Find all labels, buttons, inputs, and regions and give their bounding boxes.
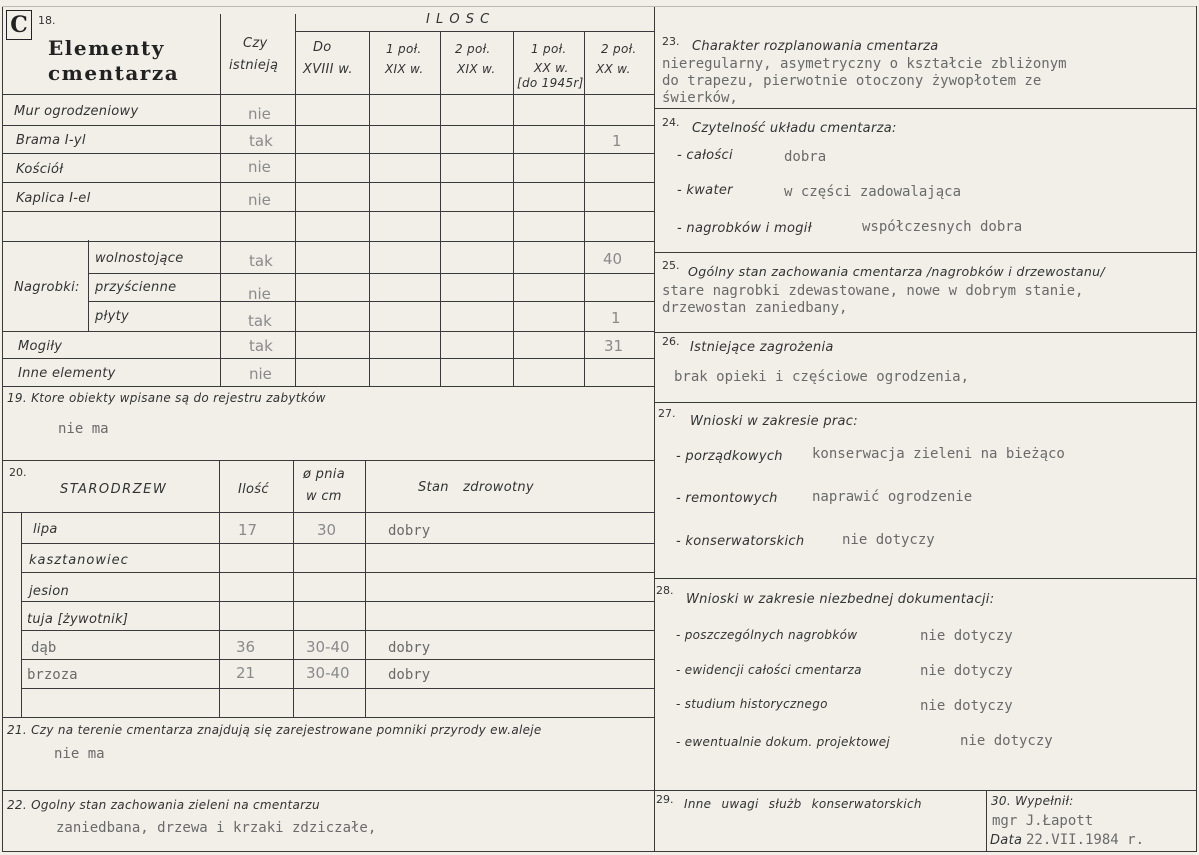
tree-state: dobry — [388, 640, 431, 656]
s24-a-value: dobra — [784, 149, 827, 165]
section-title-line1: Elementy — [48, 36, 165, 60]
tree-name: brzoza — [27, 667, 78, 683]
row-label-brama: Brama I-yl — [16, 133, 86, 148]
section-letter-box: C — [6, 10, 32, 40]
row-line — [21, 601, 654, 602]
col-xviii-line1: Do — [313, 40, 332, 55]
s24-label: Czytelność układu cmentarza: — [692, 121, 897, 136]
tree-state: dobry — [388, 667, 431, 683]
s23-line2: do trapezu, pierwotnie otoczony żywopłotem ze — [662, 73, 1042, 89]
col-1xix-line1: 1 poł. — [386, 42, 422, 56]
s28-d-label: - ewentualnie dokum. projektowej — [676, 735, 891, 749]
s27-number: 27. — [658, 407, 676, 420]
row-line — [2, 717, 654, 718]
s28-c-label: - studium historycznego — [676, 697, 828, 711]
s27-b-value: naprawić ogrodzenie — [812, 489, 973, 505]
count-plyty: 1 — [611, 309, 621, 327]
row-line — [2, 94, 654, 95]
s27-c-value: nie dotyczy — [842, 532, 935, 548]
row-line — [21, 659, 654, 660]
tree-name: kasztanowiec — [29, 553, 129, 568]
col-2xx-line2: XX w. — [596, 62, 631, 76]
s22-label: 22. Ogolny stan zachowania zieleni na cmentarzu — [7, 798, 320, 812]
exists-przyscienne: nie — [248, 285, 271, 303]
exists-inne: nie — [249, 365, 272, 383]
row-line — [2, 125, 654, 126]
s30-date: 22.VII.1984 r. — [1026, 832, 1145, 848]
tree-name: dąb — [31, 640, 57, 656]
col-exists-line1: Czy — [243, 36, 268, 51]
row-line — [2, 460, 654, 461]
row-label-plyty: płyty — [95, 309, 129, 324]
row-label-inne: Inne elementy — [18, 366, 116, 381]
s24-a-label: - całości — [677, 148, 733, 163]
col-line — [21, 512, 22, 717]
exists-kaplica: nie — [248, 191, 271, 209]
s29-number: 29. — [656, 793, 674, 806]
s28-a-value: nie dotyczy — [920, 628, 1013, 644]
s25-number: 25. — [662, 259, 680, 272]
col-1xx-line1: 1 poł. — [531, 42, 567, 56]
s25-line2: drzewostan zaniedbany, — [662, 300, 848, 316]
col-2xx-line1: 2 poł. — [601, 42, 637, 56]
row-line — [21, 572, 654, 573]
s20-header-diam-2: w cm — [306, 489, 342, 504]
s21-label: 21. Czy na terenie cmentarza znajdują się zarejestrowane pomniki przyrody ew.aleje — [7, 723, 542, 737]
col-line — [293, 460, 294, 717]
s26-value: brak opieki i częściowe ogrodzenia, — [674, 369, 970, 385]
border-left — [2, 6, 3, 852]
s24-c-value: współczesnych dobra — [862, 219, 1023, 235]
exists-kosciol: nie — [248, 158, 271, 176]
col-1xx-line2: XX w. — [534, 61, 569, 75]
col-2xix-line1: 2 poł. — [455, 42, 491, 56]
row-line — [88, 273, 654, 274]
border-bottom — [2, 851, 1196, 852]
row-line — [2, 790, 654, 791]
s20-header-diam-1: ø pnia — [303, 467, 345, 482]
col-line — [986, 790, 987, 852]
s28-b-value: nie dotyczy — [920, 663, 1013, 679]
row-label-przyscienne: przyścienne — [95, 280, 177, 295]
s21-value: nie ma — [54, 746, 105, 762]
col-line — [219, 460, 220, 717]
col-line — [369, 32, 370, 386]
s29-label: Inne uwagi służb konserwatorskich — [684, 797, 922, 811]
row-line — [654, 252, 1196, 253]
s28-c-value: nie dotyczy — [920, 698, 1013, 714]
tree-diam: 30-40 — [306, 664, 350, 682]
tree-state: dobry — [388, 523, 431, 539]
s20-header-count: Ilość — [238, 482, 269, 497]
ilosc-header: I L O S C — [426, 12, 491, 27]
section-number: 18. — [38, 14, 56, 27]
s28-a-label: - poszczególnych nagrobków — [676, 628, 858, 642]
row-line — [21, 630, 654, 631]
s25-label: Ogólny stan zachowania cmentarza /nagrobków i drzewostanu/ — [688, 264, 1105, 279]
exists-mogily: tak — [249, 337, 273, 355]
row-line — [2, 358, 654, 359]
col-line — [513, 32, 514, 386]
s27-c-label: - konserwatorskich — [676, 534, 805, 549]
s27-label: Wnioski w zakresie prac: — [690, 414, 858, 429]
s30-label: 30. Wypełnił: — [991, 794, 1074, 808]
center-divider — [654, 6, 655, 852]
row-line — [295, 31, 654, 32]
section-title-line2: cmentarza — [48, 61, 180, 85]
s27-a-label: - porządkowych — [676, 449, 783, 464]
s27-b-label: - remontowych — [676, 491, 778, 506]
s22-value: zaniedbana, drzewa i krzaki zdziczałe, — [56, 820, 377, 836]
row-line — [2, 211, 654, 212]
s26-number: 26. — [662, 335, 680, 348]
s24-c-label: - nagrobków i mogił — [677, 221, 812, 236]
s25-line1: stare nagrobki zdewastowane, nowe w dobrym stanie, — [662, 283, 1084, 299]
row-label-mogily: Mogiły — [18, 339, 63, 354]
tree-name: lipa — [33, 522, 58, 537]
row-line — [21, 543, 654, 544]
col-line — [88, 240, 89, 332]
col-1xx-line3: [do 1945r] — [517, 76, 584, 90]
s23-line3: świerków, — [662, 90, 738, 106]
row-line — [2, 331, 654, 332]
count-wolnostojace: 40 — [603, 250, 623, 268]
s23-label: Charakter rozplanowania cmentarza — [692, 39, 939, 54]
border-top — [2, 6, 1196, 7]
row-line — [2, 386, 654, 387]
s23-number: 23. — [662, 35, 680, 48]
row-line — [2, 182, 654, 183]
tree-diam: 30-40 — [306, 638, 350, 656]
col-xviii-line2: XVIII w. — [303, 62, 353, 77]
s26-label: Istniejące zagrożenia — [690, 340, 834, 355]
tree-count: 36 — [236, 638, 256, 656]
tree-diam: 30 — [317, 521, 337, 539]
s28-b-label: - ewidencji całości cmentarza — [676, 663, 862, 677]
row-line — [88, 301, 654, 302]
exists-plyty: tak — [248, 312, 272, 330]
exists-wolnostojace: tak — [249, 252, 273, 270]
row-line — [2, 241, 654, 242]
row-line — [654, 108, 1196, 109]
tree-name: tuja [żywotnik] — [27, 612, 129, 627]
s24-b-value: w części zadowalająca — [784, 184, 962, 200]
row-line — [2, 153, 654, 154]
col-exists-line2: istnieją — [229, 58, 279, 73]
nagrobki-label: Nagrobki: — [14, 280, 80, 295]
row-line — [654, 332, 1196, 333]
s20-number: 20. — [9, 466, 27, 479]
row-line — [654, 578, 1196, 579]
row-line — [654, 402, 1196, 403]
exists-mur: nie — [248, 105, 271, 123]
s24-number: 24. — [662, 116, 680, 129]
col-1xix-line2: XIX w. — [385, 62, 424, 76]
s28-label: Wnioski w zakresie niezbednej dokumentacji: — [686, 592, 995, 607]
s30-name: mgr J.Łapott — [992, 813, 1094, 829]
s20-header-state: Stan zdrowotny — [418, 480, 534, 495]
exists-brama: tak — [249, 132, 273, 150]
s19-label: 19. Ktore obiekty wpisane są do rejestru zabytków — [7, 391, 326, 405]
tree-count: 17 — [238, 521, 258, 539]
row-label-kaplica: Kaplica I-el — [16, 191, 91, 206]
s19-value: nie ma — [58, 421, 109, 437]
col-line — [440, 32, 441, 386]
row-label-kosciol: Kościół — [16, 162, 64, 177]
row-line — [21, 688, 654, 689]
row-label-wolnostojace: wolnostojące — [95, 251, 184, 266]
s28-d-value: nie dotyczy — [960, 733, 1053, 749]
tree-name: jesion — [29, 584, 69, 599]
row-line — [2, 512, 654, 513]
col-2xix-line2: XIX w. — [457, 62, 496, 76]
border-right — [1196, 6, 1197, 852]
row-line — [654, 790, 1196, 791]
col-line — [365, 460, 366, 717]
col-line — [584, 32, 585, 386]
count-mogily: 31 — [604, 337, 624, 355]
s27-a-value: konserwacja zieleni na bieżąco — [812, 446, 1065, 462]
count-brama: 1 — [612, 132, 622, 150]
s20-header-name: STARODRZEW — [60, 482, 168, 497]
s23-line1: nieregularny, asymetryczny o kształcie zbliżonym — [662, 56, 1067, 72]
tree-count: 21 — [236, 664, 256, 682]
s30-date-label: Data — [990, 833, 1023, 848]
s24-b-label: - kwater — [677, 183, 733, 198]
row-label-mur: Mur ogrodzeniowy — [14, 104, 139, 119]
s28-number: 28. — [656, 584, 674, 597]
